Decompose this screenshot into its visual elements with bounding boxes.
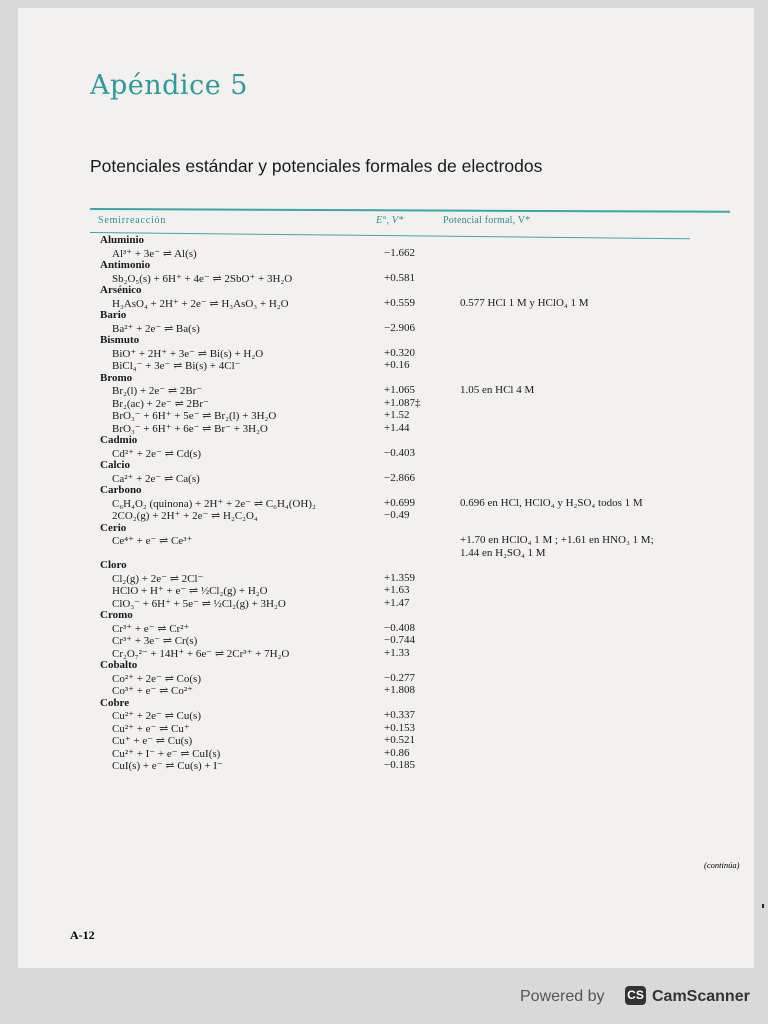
- standard-potential: +0.581: [384, 271, 415, 284]
- table-row: [90, 634, 750, 647]
- element-heading-row: [90, 697, 750, 710]
- element-heading-row: [90, 522, 750, 535]
- element-heading-row: [90, 559, 750, 572]
- standard-potential: −0.744: [384, 634, 415, 646]
- half-reaction: Cu²⁺ + e⁻ ⇌ Cu⁺: [112, 722, 190, 735]
- element-name: Carbono: [100, 484, 142, 496]
- standard-potential: +0.521: [384, 734, 415, 746]
- element-name: Calcio: [100, 459, 130, 471]
- element-name: Cadmio: [100, 434, 138, 446]
- half-reaction: Cu²⁺ + I⁻ + e⁻ ⇌ CuI(s): [112, 747, 221, 760]
- table-row: [90, 509, 750, 522]
- element-name: Arsénico: [100, 284, 142, 296]
- table-row: [90, 647, 750, 660]
- table-row: [90, 584, 750, 597]
- standard-potential: +1.359: [384, 571, 415, 584]
- table-row: [90, 272, 750, 285]
- half-reaction: Al³⁺ + 3e⁻ ⇌ Al(s): [112, 247, 197, 260]
- element-name: Cromo: [100, 609, 133, 621]
- half-reaction: 2CO₂(g) + 2H⁺ + 2e⁻ ⇌ H₂C₂O₄: [112, 510, 258, 522]
- table-row: [90, 684, 750, 697]
- standard-potential: +0.699: [384, 496, 415, 509]
- standard-potential: −1.662: [384, 246, 415, 259]
- watermark-powered-by: Powered by: [520, 988, 605, 1005]
- half-reaction: Sb₂O₅(s) + 6H⁺ + 4e⁻ ⇌ 2SbO⁺ + 3H₂O: [112, 272, 293, 285]
- standard-potential: +1.087‡: [384, 396, 421, 409]
- table-row: [90, 472, 750, 485]
- continua-note: (continúa): [704, 860, 740, 870]
- half-reaction: Ca²⁺ + 2e⁻ ⇌ Ca(s): [112, 472, 200, 485]
- element-name: Cloro: [100, 559, 127, 571]
- appendix-heading: Apéndice 5: [90, 70, 248, 101]
- standard-potential: −0.408: [384, 621, 415, 634]
- element-heading-row: [90, 372, 750, 385]
- table-row: [90, 397, 750, 410]
- half-reaction: CuI(s) + e⁻ ⇌ Cu(s) + I⁻: [112, 760, 223, 772]
- half-reaction: C₆H₄O₂ (quinona) + 2H⁺ + 2e⁻ ⇌ C₆H₄(OH)₂: [112, 497, 316, 510]
- half-reaction: Cu⁺ + e⁻ ⇌ Cu(s): [112, 735, 193, 747]
- book-page: [18, 8, 754, 968]
- element-heading-row: [90, 284, 750, 297]
- half-reaction: Cd²⁺ + 2e⁻ ⇌ Cd(s): [112, 447, 201, 460]
- potentials-table: [90, 234, 750, 772]
- table-row: [90, 734, 750, 747]
- half-reaction: Cl₂(g) + 2e⁻ ⇌ 2Cl⁻: [112, 572, 204, 585]
- half-reaction: Ce⁴⁺ + e⁻ ⇌ Ce³⁺: [112, 535, 193, 547]
- element-name: Cobalto: [100, 659, 138, 671]
- half-reaction: BrO₃⁻ + 6H⁺ + 6e⁻ ⇌ Br⁻ + 3H₂O: [112, 422, 268, 435]
- standard-potential: −0.49: [384, 509, 410, 521]
- element-heading-row: [90, 259, 750, 272]
- half-reaction: Co³⁺ + e⁻ ⇌ Co²⁺: [112, 685, 193, 697]
- standard-potential: +1.44: [384, 421, 410, 434]
- table-row: [90, 247, 750, 260]
- element-heading-row: [90, 234, 750, 247]
- element-name: Bromo: [100, 371, 133, 384]
- standard-potential: +1.33: [384, 646, 410, 659]
- column-header-e0: E°, V*: [376, 215, 404, 226]
- half-reaction: Cr³⁺ + 3e⁻ ⇌ Cr(s): [112, 635, 198, 647]
- table-row: [90, 347, 750, 360]
- table-row: [90, 497, 750, 510]
- table-row: [90, 747, 750, 760]
- formal-potential: 1.44 en H₂SO₄ 1 M: [460, 546, 546, 559]
- table-row: [90, 409, 750, 422]
- half-reaction: Br₂(l) + 2e⁻ ⇌ 2Br⁻: [112, 385, 203, 397]
- half-reaction: Ba²⁺ + 2e⁻ ⇌ Ba(s): [112, 322, 200, 335]
- standard-potential: +1.52: [384, 409, 410, 421]
- table-row: [90, 322, 750, 335]
- column-header-semirreaccion: Semirreacción: [98, 215, 167, 226]
- standard-potential: +0.16: [384, 359, 410, 371]
- element-name: Cobre: [100, 696, 130, 709]
- table-row: [90, 447, 750, 460]
- standard-potential: +1.808: [384, 684, 415, 696]
- half-reaction: Br₂(ac) + 2e⁻ ⇌ 2Br⁻: [112, 397, 209, 410]
- half-reaction: H₃AsO₄ + 2H⁺ + 2e⁻ ⇌ H₃AsO₃ + H₂O: [112, 297, 289, 310]
- element-heading-row: [90, 609, 750, 622]
- element-heading-row: [90, 309, 750, 322]
- element-heading-row: [90, 434, 750, 447]
- standard-potential: +0.559: [384, 296, 415, 309]
- camscanner-logo-icon: CS: [625, 986, 646, 1005]
- table-row: [90, 359, 750, 372]
- half-reaction: Co²⁺ + 2e⁻ ⇌ Co(s): [112, 672, 201, 685]
- element-heading-row: [90, 334, 750, 347]
- standard-potential: −0.185: [384, 759, 415, 771]
- table-row: [90, 759, 750, 772]
- table-row: [90, 297, 750, 310]
- table-row: [90, 672, 750, 685]
- standard-potential: −2.866: [384, 471, 415, 484]
- header-rule-top: [90, 208, 730, 212]
- element-name: Cerio: [100, 521, 127, 534]
- standard-potential: +1.47: [384, 596, 410, 609]
- table-row: [90, 572, 750, 585]
- formal-potential: 1.05 en HCl 4 M: [460, 384, 535, 396]
- table-row: [90, 384, 750, 397]
- table-row: [90, 622, 750, 635]
- element-heading-row: [90, 659, 750, 672]
- standard-potential: −2.906: [384, 321, 415, 334]
- half-reaction: Cr³⁺ + e⁻ ⇌ Cr²⁺: [112, 622, 190, 635]
- standard-potential: +0.337: [384, 709, 415, 721]
- half-reaction: BiO⁺ + 2H⁺ + 3e⁻ ⇌ Bi(s) + H₂O: [112, 347, 264, 360]
- half-reaction: Cr₂O₇²⁻ + 14H⁺ + 6e⁻ ⇌ 2Cr³⁺ + 7H₂O: [112, 647, 290, 660]
- element-name: Bario: [100, 309, 127, 321]
- standard-potential: −0.403: [384, 446, 415, 459]
- standard-potential: +0.153: [384, 721, 415, 734]
- standard-potential: +0.86: [384, 746, 410, 759]
- watermark-brand: CamScanner: [652, 988, 750, 1005]
- element-name: Aluminio: [100, 234, 145, 246]
- scan-speck: [762, 904, 764, 908]
- table-row: [90, 722, 750, 735]
- page-number: A-12: [70, 928, 95, 942]
- element-name: Antimonio: [100, 259, 151, 271]
- standard-potential: −0.277: [384, 671, 415, 684]
- standard-potential: +0.320: [384, 346, 415, 359]
- half-reaction: HClO + H⁺ + e⁻ ⇌ ½Cl₂(g) + H₂O: [112, 585, 268, 597]
- table-row: [90, 709, 750, 722]
- formal-potential: 0.696 en HCl, HClO₄ y H₂SO₄ todos 1 M: [460, 496, 643, 509]
- table-row: [90, 422, 750, 435]
- formal-potential: +1.70 en HClO₄ 1 M ; +1.61 en HNO₃ 1 M;: [460, 534, 654, 546]
- table-row: [90, 534, 750, 547]
- table-row: [90, 597, 750, 610]
- element-heading-row: [90, 484, 750, 497]
- column-header-formal: Potencial formal, V*: [443, 215, 531, 226]
- standard-potential: +1.065: [384, 384, 415, 396]
- standard-potential: +1.63: [384, 584, 410, 596]
- half-reaction: ClO₃⁻ + 6H⁺ + 5e⁻ ⇌ ½Cl₂(g) + 3H₂O: [112, 597, 286, 610]
- table-row: [90, 547, 750, 560]
- element-heading-row: [90, 459, 750, 472]
- half-reaction: Cu²⁺ + 2e⁻ ⇌ Cu(s): [112, 710, 201, 722]
- half-reaction: BiCl₄⁻ + 3e⁻ ⇌ Bi(s) + 4Cl⁻: [112, 360, 241, 372]
- formal-potential: 0.577 HCl 1 M y HClO₄ 1 M: [460, 296, 589, 309]
- element-name: Bismuto: [100, 334, 140, 346]
- table-title: Potenciales estándar y potenciales formales de electrodos: [90, 156, 543, 176]
- half-reaction: BrO₃⁻ + 6H⁺ + 5e⁻ ⇌ Br₂(l) + 3H₂O: [112, 410, 277, 422]
